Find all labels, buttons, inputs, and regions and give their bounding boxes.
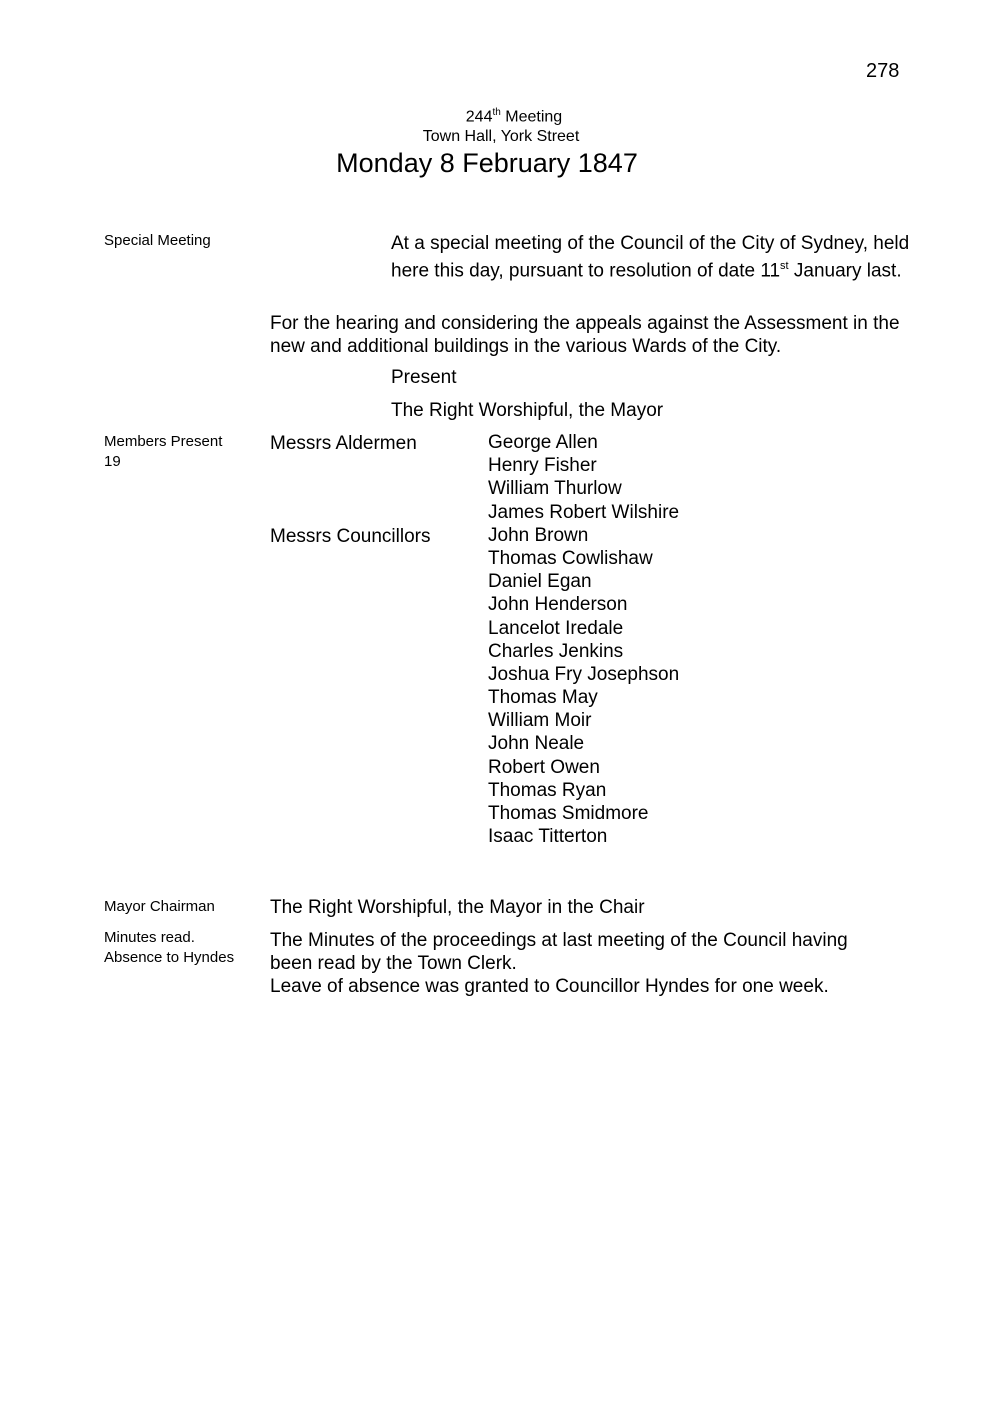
meeting-date-title: Monday 8 February 1847	[336, 148, 638, 178]
margin-note-members-count: 19	[104, 453, 121, 470]
member-name: Thomas Smidmore	[488, 803, 649, 824]
meeting-purpose-text: For the hearing and considering the appeals against the Assessment in the new and additional buildings in the various Wards of the City.	[270, 313, 900, 357]
member-name: Thomas May	[488, 687, 598, 709]
margin-note-special-meeting: Special Meeting	[104, 232, 211, 249]
member-name: Charles Jenkins	[488, 640, 624, 662]
special-meeting-text	[391, 232, 911, 282]
meeting-number-suffix: th	[492, 107, 501, 118]
meeting-number-heading	[0, 107, 1000, 126]
member-name: John Brown	[488, 524, 589, 546]
member-name: William Moir	[488, 710, 592, 732]
member-name: Isaac Titterton	[488, 826, 608, 848]
member-name: John Neale	[488, 733, 585, 755]
margin-note-mayor-chairman: Mayor Chairman	[104, 898, 215, 915]
special-meeting-text-part1: At a special meeting of the Council of the City of Sydney, held here this day, pursuant to resolution of date 11	[391, 233, 910, 282]
members-list	[488, 431, 679, 848]
margin-note-absence: Absence to Hyndes	[104, 949, 235, 966]
member-name: Thomas Cowlishaw	[488, 547, 653, 569]
chair-text: The Right Worshipful, the Mayor in the Chair	[270, 897, 645, 918]
minutes-text	[270, 929, 848, 998]
special-meeting-date-suffix: st	[780, 260, 789, 272]
meeting-venue: Town Hall, York Street	[422, 128, 580, 145]
member-name: Lancelot Iredale	[488, 617, 624, 639]
present-heading: Present	[391, 367, 457, 388]
member-name: Henry Fisher	[488, 455, 597, 477]
meeting-word: Meeting	[500, 108, 563, 126]
member-name: Thomas Ryan	[488, 779, 607, 801]
margin-note-minutes	[104, 928, 234, 968]
member-name: William Thurlow	[488, 478, 622, 500]
minutes-text-line1: The Minutes of the proceedings at last meeting of the Council having	[270, 930, 848, 951]
margin-note-minutes-read: Minutes read.	[104, 929, 195, 946]
member-name: James Robert Wilshire	[488, 501, 680, 523]
margin-note-members-label: Members Present	[104, 433, 223, 450]
councillors-label: Messrs Councillors	[270, 526, 431, 547]
member-name: Robert Owen	[488, 756, 600, 778]
special-meeting-text-part2: January last.	[788, 260, 902, 282]
member-name: Joshua Fry Josephson	[488, 663, 680, 685]
margin-note-members-present	[104, 432, 222, 472]
present-mayor-line: The Right Worshipful, the Mayor	[391, 400, 664, 421]
minutes-text-line2: been read by the Town Clerk.	[270, 953, 517, 974]
member-name: George Allen	[488, 432, 598, 453]
minutes-text-line3: Leave of absence was granted to Councillor Hyndes for one week.	[270, 976, 829, 997]
page-number: 278	[866, 60, 900, 82]
member-name: Daniel Egan	[488, 571, 592, 593]
member-name: John Henderson	[488, 594, 628, 616]
aldermen-label: Messrs Aldermen	[270, 433, 417, 454]
meeting-number: 244	[465, 108, 493, 126]
